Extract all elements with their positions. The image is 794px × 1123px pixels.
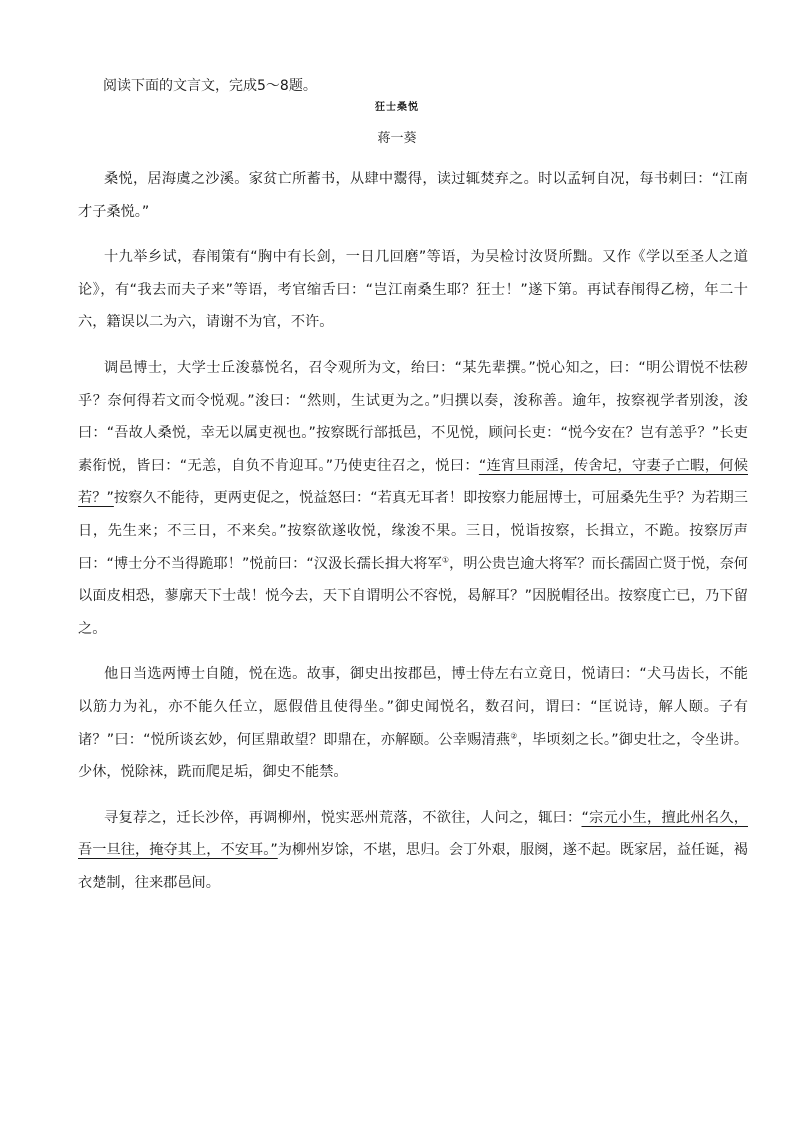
passage-title: 狂士桑悦 xyxy=(375,102,419,113)
question-instruction: 阅读下面的文言文，完成5～8题。 xyxy=(103,78,317,94)
paragraph-text: 桑悦，居海虞之沙溪。家贫亡所蓄书，从肆中鬻得，读过辄焚弃之。时以孟轲自况，每书刺曰：“江南才子桑悦。” xyxy=(78,171,748,220)
passage-author: 蒋一葵 xyxy=(377,131,417,146)
underlined-sentence: “宗元小生，擅此州名久，吾一旦往，掩夺其上，不安耳。” xyxy=(78,809,748,859)
underlined-sentence: “连宵旦雨淫，传舍圮，守妻子亡暇，何候若？” xyxy=(78,457,748,507)
paragraph-text: ，明公贵岂逾大将军？而长孺固亡贤于悦，奈何以面皮相恐，蓼廓天下士哉！悦今去，天下自谓明公不容悦，曷解耳？”因脱帽径出。按察度亡已，乃下留之。 xyxy=(78,555,748,637)
passage-body xyxy=(78,163,748,912)
passage-paragraph-3 xyxy=(78,352,748,645)
paragraph-text: 他日当选两博士自随，悦在选。故事，御史出按郡邑，博士侍左右立竟日，悦请曰：“犬马齿长，不能以筋力为礼，亦不能久任立，愿假借且使得坐。”御史闻悦名，数召问，谓曰：“匡说诗，解人颐。子有诸？”曰：“悦所谈玄妙，何匡鼎敢望？即鼎在，亦解颐。公幸赐清燕 xyxy=(78,666,748,748)
paragraph-text: 调邑博士，大学士丘浚慕悦名，召令观所为文，绐曰：“某先辈撰。”悦心知之，曰：“明公谓悦不怯秽乎？奈何得若文而令悦观。”浚曰：“然则，生试更为之。”归撰以奏，浚称善。逾年，按察视学者别浚，浚曰：“吾故人桑悦，幸无以属吏视也。”按察既行部抵邑，不见悦，顾问长吏：“悦今安在？岂有恙乎？”长吏素衔悦，皆曰：“无恙，自负不肯迎耳。”乃使吏往召之，悦曰： xyxy=(78,359,748,474)
paragraph-text: 为柳州岁馀，不堪，思归。会丁外艰，服阕，遂不起。既家居，益任诞，褐衣楚制，往来郡邑间。 xyxy=(78,842,748,891)
passage-paragraph-4 xyxy=(78,658,748,788)
paragraph-text: ，毕顷刻之长。”御史壮之，令坐讲。少休，悦除袜，跣而爬足垢，御史不能禁。 xyxy=(78,731,749,781)
footnote-marker: ① xyxy=(441,554,450,564)
passage-paragraph-5 xyxy=(78,802,748,900)
paragraph-text: 寻复荐之，迁长沙倅，再调柳州，悦实恶州荒落，不欲往，人问之，辄曰： xyxy=(104,809,582,826)
passage-paragraph-1 xyxy=(78,163,748,228)
passage-paragraph-2 xyxy=(78,241,748,339)
paragraph-text: 十九举乡试，春闱策有“胸中有长剑，一日几回磨”等语，为吴检讨汝贤所黜。又作《学以至圣人之道论》，有“我去而夫子来”等语，考官缩舌曰：“岂江南桑生耶？狂士！”遂下第。再试春闱得乙榜，年二十六，籍误以二为六，请谢不为官，不许。 xyxy=(78,249,748,331)
footnote-marker: ② xyxy=(510,730,518,740)
paragraph-text: 按察久不能待，更两吏促之，悦益怒曰：“若真无耳者！即按察力能屈博士，可屈桑先生乎？为若期三日，先生来；不三日，不来矣。”按察欲遂收悦，缘浚不果。三日，悦诣按察，长揖立，不跪。按察厉声曰：“博士分不当得跪耶！”悦前曰：“汉汲长孺长揖大将军 xyxy=(78,490,748,572)
